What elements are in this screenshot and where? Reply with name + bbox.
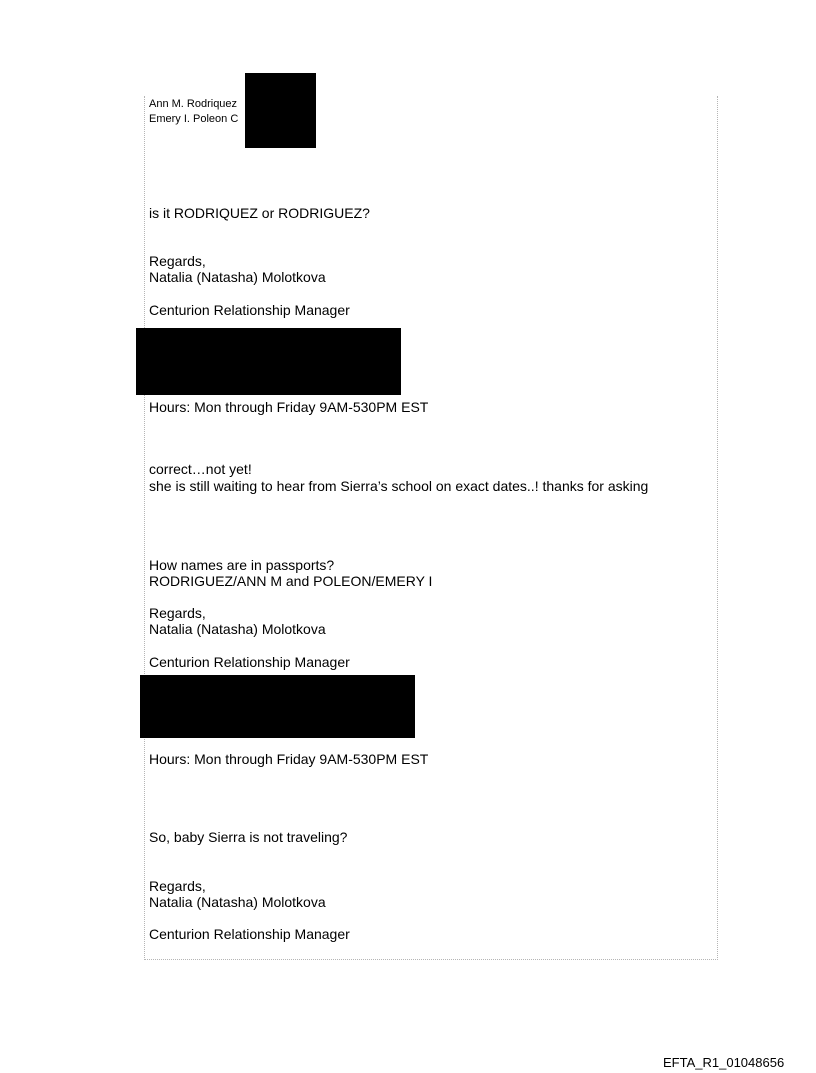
redaction-block — [140, 675, 415, 738]
signature-closing: Regards, — [149, 253, 206, 269]
signature-name: Natalia (Natasha) Molotkova — [149, 621, 326, 637]
recipient-line-1: Ann M. Rodriquez — [149, 98, 238, 110]
signature-name: Natalia (Natasha) Molotkova — [149, 269, 326, 285]
signature-closing: Regards, — [149, 605, 206, 621]
message-text: correct…not yet! — [149, 461, 252, 477]
signature-title: Centurion Relationship Manager — [149, 654, 350, 670]
recipient-line-2: Emery I. Poleon C — [149, 113, 239, 125]
signature-name: Natalia (Natasha) Molotkova — [149, 894, 326, 910]
signature-title: Centurion Relationship Manager — [149, 302, 350, 318]
signature-hours: Hours: Mon through Friday 9AM-530PM EST — [149, 399, 429, 415]
message-text: is it RODRIQUEZ or RODRIGUEZ? — [149, 205, 370, 221]
signature-hours: Hours: Mon through Friday 9AM-530PM EST — [149, 751, 429, 767]
document-id: EFTA_R1_01048656 — [663, 1055, 785, 1070]
message-text: How names are in passports? — [149, 557, 335, 573]
redaction-block — [245, 73, 316, 148]
message-text: So, baby Sierra is not traveling? — [149, 829, 348, 845]
signature-closing: Regards, — [149, 878, 206, 894]
message-text: RODRIGUEZ/ANN M and POLEON/EMERY I — [149, 573, 433, 589]
message-text: she is still waiting to hear from Sierra’s school on exact dates..! thanks for asking — [149, 478, 649, 494]
redaction-block — [136, 328, 401, 395]
signature-title: Centurion Relationship Manager — [149, 926, 350, 942]
